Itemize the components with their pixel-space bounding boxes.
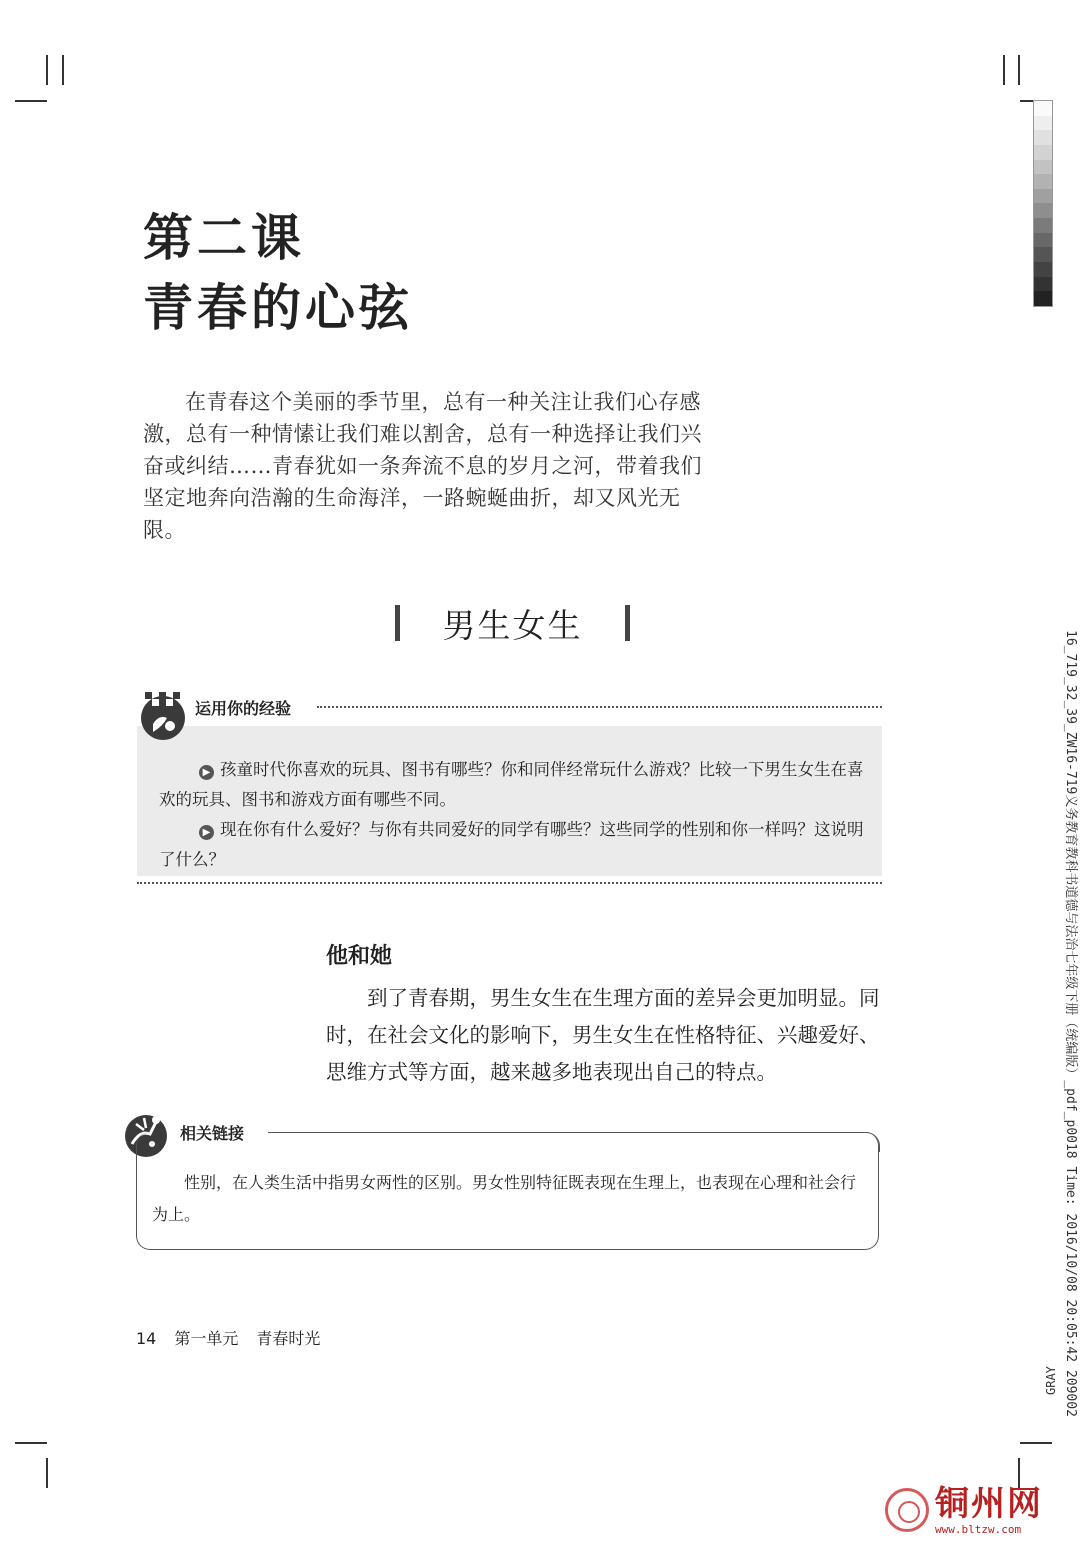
dotted-divider (317, 706, 882, 708)
intro-paragraph (143, 386, 703, 546)
section-bar-right (625, 605, 630, 641)
watermark-logo-icon (885, 1488, 929, 1532)
list-item: ▶ 现在你有什么爱好？与你有共同爱好的同学有哪些？这些同学的性别和你一样吗？这说明了什么？ (159, 820, 864, 869)
experience-questions (159, 755, 874, 875)
crop-mark (62, 55, 64, 85)
related-link-content (152, 1167, 867, 1231)
print-info: 16_719_32_39_ZW16-719义务教育教科书道德与法治七年级下册（统编版）_pdf_p0018 Time: 2016/10/08 20:05:42 209002 (1063, 630, 1078, 1417)
page-number: 14 (136, 1329, 157, 1348)
crop-mark (15, 100, 47, 102)
experience-icon (137, 690, 189, 742)
watermark-url: www.bltzw.com (935, 1522, 1022, 1536)
section-heading (395, 598, 630, 648)
experience-label: 运用你的经验 (195, 699, 292, 718)
crop-mark (1018, 55, 1020, 85)
watermark (885, 1480, 1075, 1540)
intro-text: 在青春这个美丽的季节里，总有一种关注让我们心存感激，总有一种情愫让我们难以割舍，总有一种选择让我们兴奋或纠结……青春犹如一条奔流不息的岁月之河，带着我们坚定地奔向浩瀚的生命海洋，一路蜿蜒曲折，却又风光无限。 (143, 390, 702, 542)
crop-mark (1020, 1442, 1052, 1444)
crop-mark (15, 1442, 47, 1444)
crop-mark (46, 1458, 48, 1488)
play-bullet-icon: ▶ (199, 765, 214, 780)
play-bullet-icon: ▶ (199, 825, 214, 840)
lesson-title: 青春的心弦 (143, 279, 413, 337)
section-title: 男生女生 (442, 605, 583, 645)
section-bar-left (395, 605, 400, 641)
body-paragraph: 到了青春期，男生女生在生理方面的差异会更加明显。同时，在社会文化的影响下，男生女生在性格特征、兴趣爱好、思维方式等方面，越来越多地表现出自己的特点。 (326, 986, 880, 1084)
subsection-body (326, 980, 886, 1091)
unit-name: 第一单元 (174, 1329, 239, 1348)
print-gray-label: GRAY (1044, 1366, 1058, 1395)
dotted-divider-bottom (137, 882, 882, 884)
experience-box (137, 690, 882, 890)
related-link-box-corner (860, 1132, 880, 1152)
page-footer (136, 1326, 338, 1349)
watermark-text (935, 1485, 1043, 1536)
list-item: ▶ 孩童时代你喜欢的玩具、图书有哪些？你和同伴经常玩什么游戏？比较一下男生女生在喜欢的玩具、图书和游戏方面有哪些不同。 (159, 760, 864, 809)
related-link-label: 相关链接 (180, 1124, 245, 1143)
watermark-name: 铜州网 (935, 1483, 1043, 1524)
lesson-number: 第二课 (143, 209, 305, 267)
crop-mark (46, 55, 48, 85)
subsection-title: 他和她 (326, 944, 393, 969)
unit-title: 青春时光 (256, 1329, 321, 1348)
crop-mark (1003, 55, 1005, 85)
related-link-text: 性别，在人类生活中指男女两性的区别。男女性别特征既表现在生理上，也表现在心理和社会行为上。 (152, 1173, 857, 1224)
grayscale-bar (1033, 100, 1053, 307)
